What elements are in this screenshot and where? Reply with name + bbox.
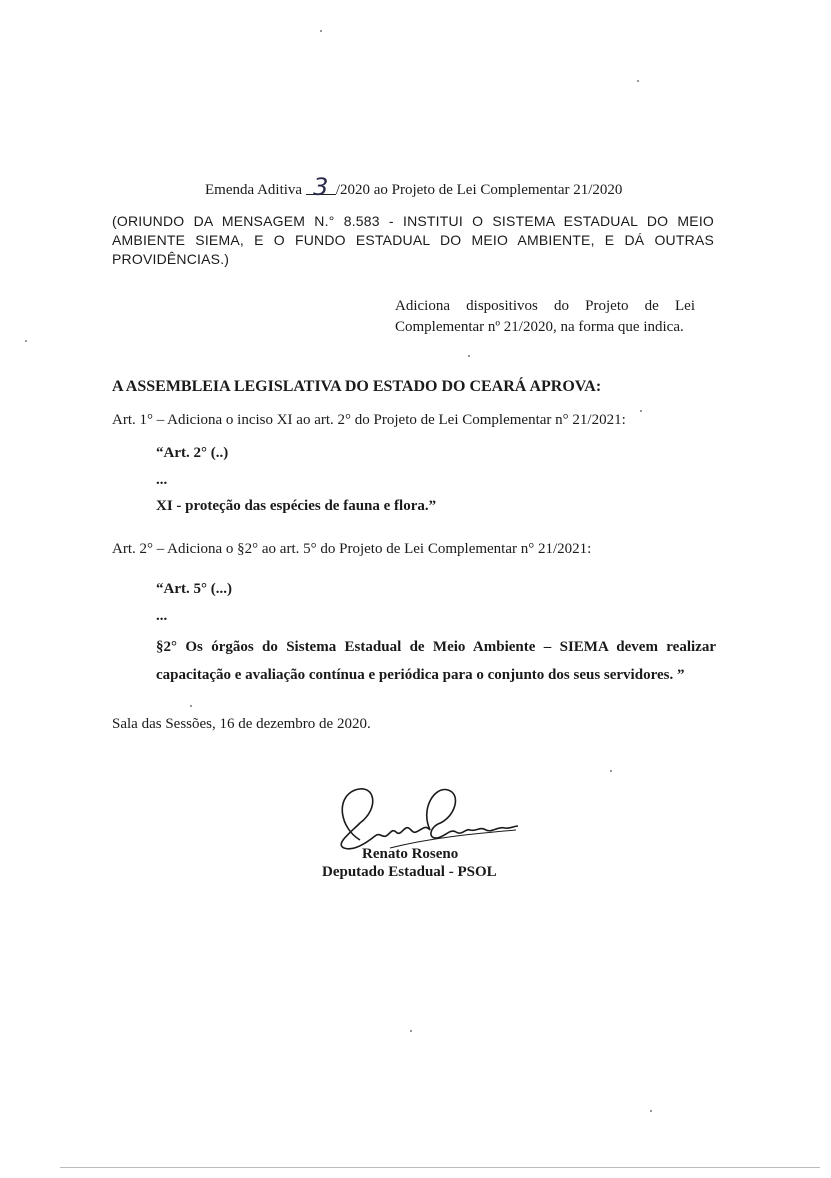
article-1-quote-head: “Art. 2° (..) [156, 445, 229, 461]
article-1-intro: Art. 1° – Adiciona o inciso XI ao art. 2° do Projeto de Lei Complementar n° 21/2021: [112, 412, 626, 428]
article-1-quote-body: XI - proteção das espécies de fauna e flora.” [156, 498, 437, 514]
article-2-intro: Art. 2° – Adiciona o §2° ao art. 5° do Projeto de Lei Complementar n° 21/2021: [112, 541, 592, 557]
scan-speck [320, 30, 322, 32]
scan-speck [637, 80, 639, 82]
scan-speck [650, 1110, 652, 1112]
closing-date: Sala das Sessões, 16 de dezembro de 2020. [112, 716, 371, 732]
amendment-number: 3 [306, 178, 336, 195]
article-2-quote-head: “Art. 5° (...) [156, 581, 232, 597]
amendment-title [205, 173, 623, 201]
article-2-quote-body: §2° Os órgãos do Sistema Estadual de Meio Ambiente – SIEMA devem realizar capacitação e avaliação contínua e periódica para o conjunto dos seus servidores. ” [156, 639, 716, 683]
article-2-ellipsis: ... [156, 608, 168, 624]
article-1-ellipsis: ... [156, 472, 168, 488]
scan-speck [190, 705, 192, 707]
signer-role: Deputado Estadual - PSOL [322, 864, 497, 880]
amendment-suffix: /2020 ao Projeto de Lei Complementar 21/2020 [335, 182, 623, 198]
assembly-approves-heading: A ASSEMBLEIA LEGISLATIVA DO ESTADO DO CEARÁ APROVA: [112, 378, 602, 395]
scan-speck [25, 340, 27, 342]
scan-speck [610, 770, 612, 772]
scan-speck [468, 355, 470, 357]
ementa-text: Adiciona dispositivos do Projeto de Lei Complementar nº 21/2020, na forma que indica. [395, 298, 695, 335]
origin-text: (ORIUNDO DA MENSAGEM N.° 8.583 - INSTITUI O SISTEMA ESTADUAL DO MEIO AMBIENTE SIEMA, E O FUNDO ESTADUAL DO MEIO AMBIENTE, E DÁ OUTRAS PROVIDÊNCIAS.) [112, 213, 714, 267]
scan-speck [640, 410, 642, 412]
handwritten-signature [330, 778, 520, 856]
scan-edge-line [60, 1167, 820, 1168]
signer-name: Renato Roseno [362, 846, 459, 862]
scan-speck [410, 1030, 412, 1032]
amendment-prefix: Emenda Aditiva [205, 182, 303, 198]
